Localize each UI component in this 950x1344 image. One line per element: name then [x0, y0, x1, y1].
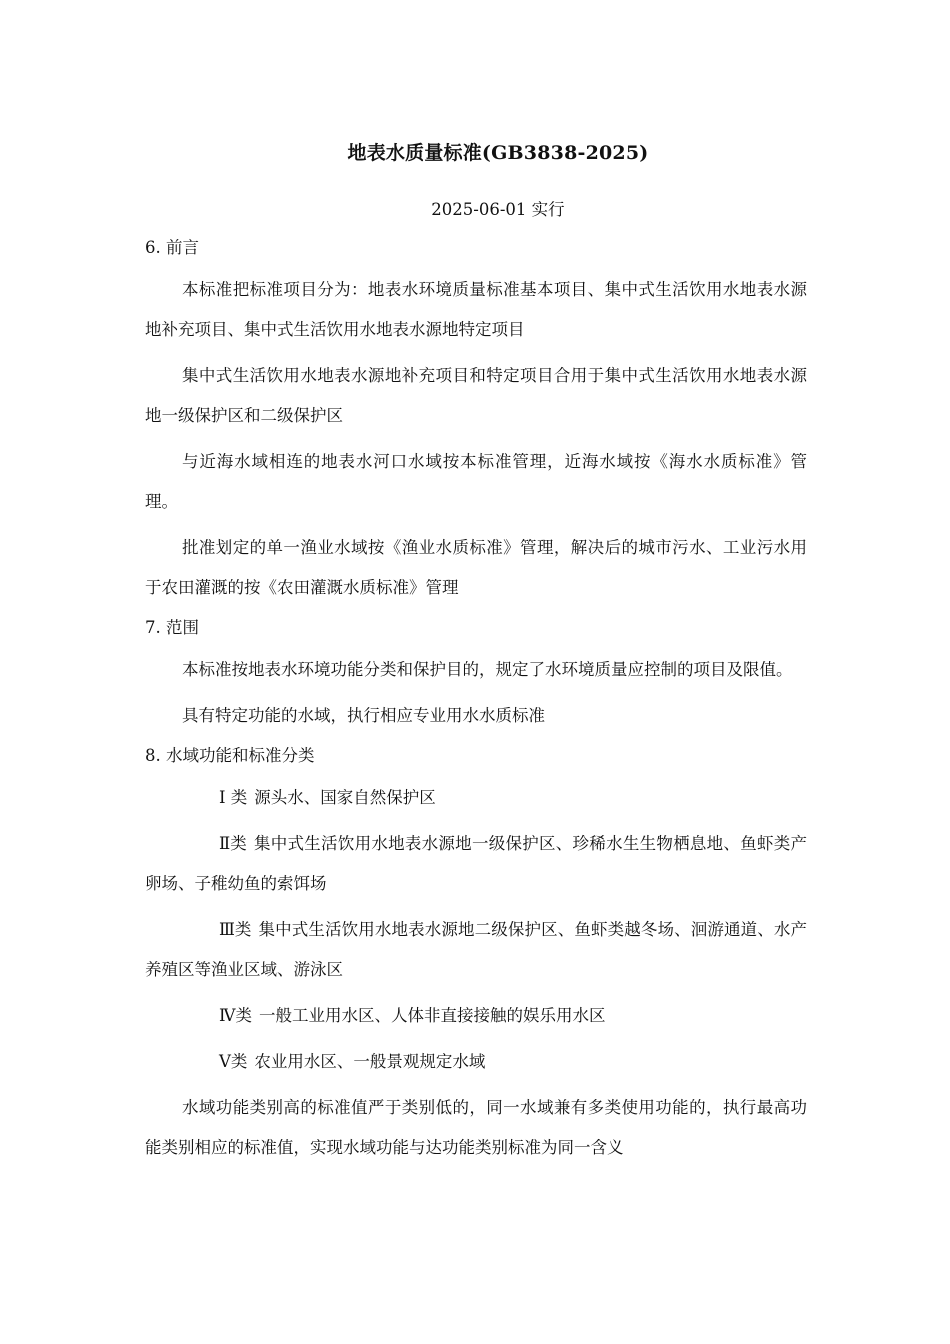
paragraph: 集中式生活饮用水地表水源地补充项目和特定项目合用于集中式生活饮用水地表水源地一级保护区和二级保护区	[145, 366, 807, 425]
class-label: Ⅳ类	[219, 1006, 252, 1025]
paragraph: 批准划定的单一渔业水域按《渔业水质标准》管理，解决后的城市污水、工业污水用于农田灌溉的按《农田灌溉水质标准》管理	[145, 538, 807, 597]
class-description: 农业用水区、一般景观规定水域	[254, 1052, 486, 1071]
class-label: I 类	[219, 788, 248, 807]
section-heading-classification: 8. 水域功能和标准分类	[145, 746, 315, 765]
section-heading-preface: 6. 前言	[145, 238, 199, 257]
paragraph: 本标准按地表水环境功能分类和保护目的，规定了水环境质量应控制的项目及限值。	[182, 660, 793, 679]
paragraph: 本标准把标准项目分为：地表水环境质量标准基本项目、集中式生活饮用水地表水源地补充项目、集中式生活饮用水地表水源地特定项目	[145, 280, 807, 339]
document-title: 地表水质量标准(GB3838-2025)	[347, 142, 649, 164]
class-item-5	[145, 1042, 807, 1082]
class-description: 集中式生活饮用水地表水源地二级保护区、鱼虾类越冬场、洄游通道、水产养殖区等渔业区域、游泳区	[145, 920, 807, 979]
paragraph: 具有特定功能的水域，执行相应专业用水水质标准	[182, 706, 545, 725]
class-label: Ⅲ类	[219, 920, 252, 939]
class-item-1	[145, 778, 807, 818]
class-label: Ⅴ类	[219, 1052, 248, 1071]
class-label: Ⅱ类	[219, 834, 247, 853]
class-description: 集中式生活饮用水地表水源地一级保护区、珍稀水生生物栖息地、鱼虾类产卵场、子稚幼鱼的索饵场	[145, 834, 807, 893]
effective-date: 2025-06-01 实行	[431, 200, 565, 219]
section-heading-scope: 7. 范围	[145, 618, 199, 637]
class-item-2	[145, 824, 807, 904]
document-body	[145, 234, 807, 1174]
class-description: 一般工业用水区、人体非直接接触的娱乐用水区	[258, 1006, 606, 1025]
paragraph: 水域功能类别高的标准值严于类别低的，同一水域兼有多类使用功能的，执行最高功能类别相应的标准值，实现水域功能与达功能类别标准为同一含义	[145, 1098, 807, 1157]
class-item-4	[145, 996, 807, 1036]
class-item-3	[145, 910, 807, 990]
paragraph: 与近海水域相连的地表水河口水域按本标准管理，近海水域按《海水水质标准》管理。	[145, 452, 807, 511]
class-description: 源头水、国家自然保护区	[254, 788, 436, 807]
